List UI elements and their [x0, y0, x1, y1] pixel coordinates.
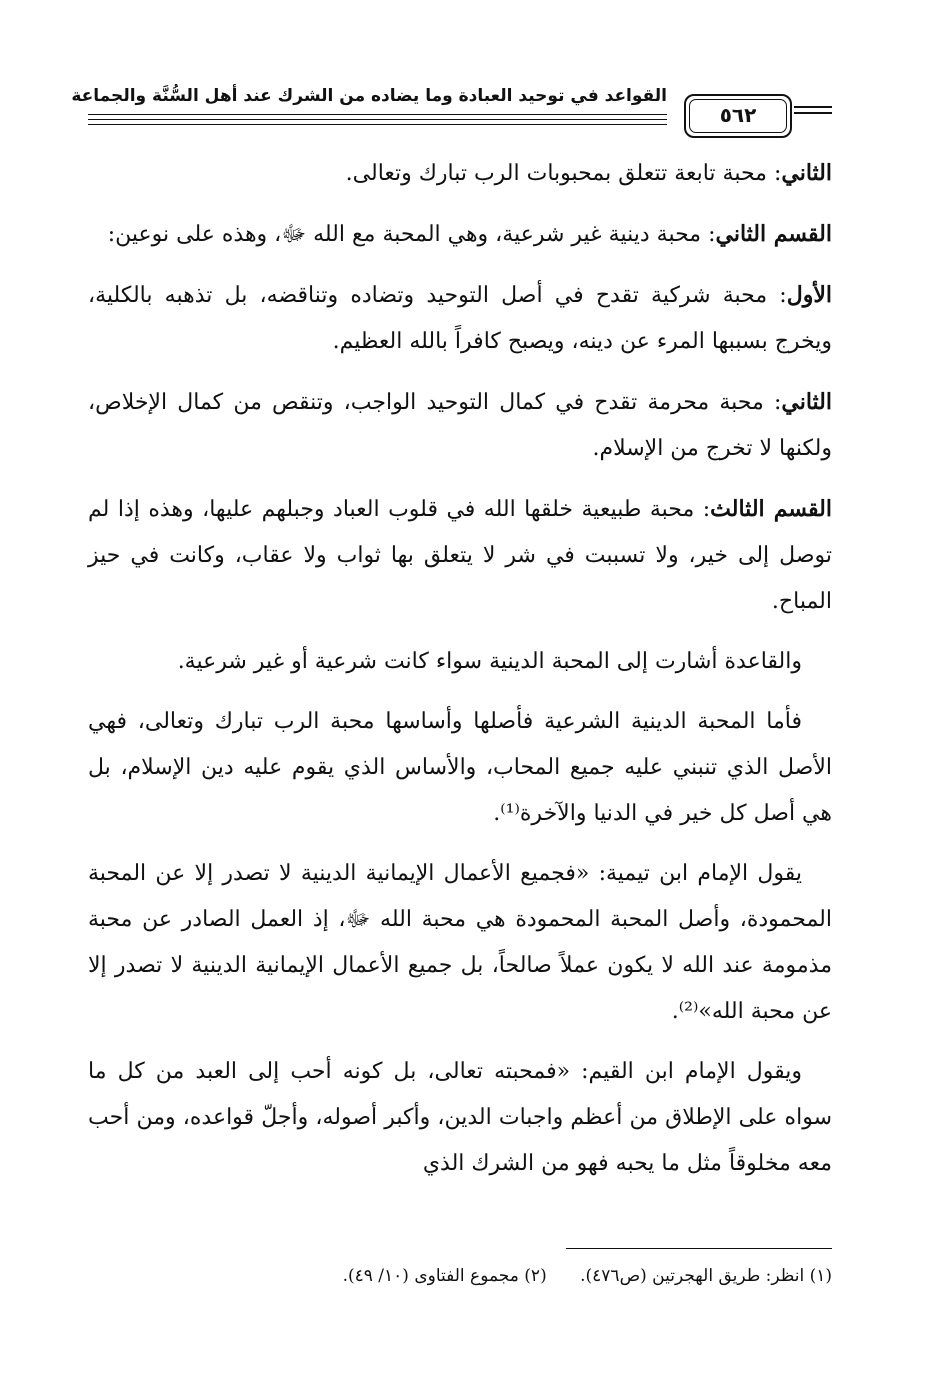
paragraph-lead: الأول	[786, 282, 832, 308]
paragraph-lead: الثاني	[781, 389, 832, 415]
header-rule	[88, 119, 667, 120]
header-title: القواعد في توحيد العبادة وما يضاده من الشرك عند أهل السُّنَّة والجماعة	[71, 86, 667, 106]
footnotes	[315, 1266, 832, 1286]
paragraph-lead: الثاني	[781, 160, 832, 186]
paragraph	[88, 1049, 832, 1187]
paragraph	[88, 379, 832, 472]
paragraph	[88, 272, 832, 365]
paragraph-text: فأما المحبة الدينية الشرعية فأصلها وأساسها محبة الرب تبارك وتعالى، فهي الأصل الذي تنبني عليه جميع المحاب، والأساس الذي يقوم عليه دين الإسلام، بل هي أصل كل خير في الدنيا والآخرة⁽¹⁾.	[88, 709, 832, 826]
paragraph-text: والقاعدة أشارت إلى المحبة الدينية سواء كانت شرعية أو غير شرعية.	[177, 649, 802, 674]
paragraph-text: : محبة محرمة تقدح في كمال التوحيد الواجب، وتنقص من كمال الإخلاص، ولكنها لا تخرج من الإسلام.	[88, 390, 832, 461]
paragraph	[88, 639, 832, 685]
footnote-rule	[566, 1248, 832, 1249]
paragraph-text: ويقول الإمام ابن القيم: «فمحبته تعالى، بل كونه أحب إلى العبد من كل ما سواه على الإطلاق من أعظم واجبات الدين، وأكبر أصوله، وأجلّ قواعده، ومن أحب معه مخلوقاً مثل ما يحبه فهو من الشرك الذي	[88, 1059, 832, 1176]
paragraph-text: : محبة شركية تقدح في أصل التوحيد وتضاده وتناقضه، بل تذهبه بالكلية، ويخرج بسببها المرء عن دينه، ويصبح كافراً بالله العظيم.	[88, 283, 832, 354]
header-rule	[88, 124, 667, 125]
footnote: (٢) مجموع الفتاوى (١٠/ ٤٩).	[342, 1266, 547, 1286]
paragraph-text: يقول الإمام ابن تيمية: «فجميع الأعمال الإيمانية الدينية لا تصدر إلا عن المحبة المحمودة، وأصل المحبة المحمودة هي محبة الله ﷻ، إذ العمل الصادر عن محبة مذمومة عند الله لا يكون عملاً صالحاً، بل جميع الأعمال الإيمانية الدينية لا تصدر إلا عن محبة الله»⁽²⁾.	[88, 861, 832, 1024]
paragraph	[88, 150, 832, 197]
paragraph-text: : محبة طبيعية خلقها الله في قلوب العباد وجبلهم عليها، وهذه إذا لم توصل إلى خير، ولا تسببت في شر لا يتعلق بها ثواب ولا عقاب، وكانت في حيز المباح.	[88, 497, 832, 614]
paragraph-text: : محبة دينية غير شرعية، وهي المحبة مع الله ﷻ، وهذه على نوعين:	[107, 222, 716, 247]
paragraph	[88, 699, 832, 837]
paragraph	[88, 851, 832, 1035]
page-number: ٥٦٢	[719, 103, 757, 127]
header-ornament	[794, 106, 832, 108]
page-number-frame	[684, 94, 792, 138]
paragraph-lead: القسم الثالث	[710, 496, 833, 522]
running-header	[71, 84, 832, 134]
paragraph	[88, 486, 832, 625]
paragraph-lead: القسم الثاني	[715, 221, 832, 247]
header-rule	[88, 114, 667, 115]
paragraph	[88, 211, 832, 258]
header-ornament	[794, 112, 832, 114]
footnote: (١) انظر: طريق الهجرتين (ص٤٧٦).	[580, 1266, 832, 1286]
body-text	[88, 150, 832, 1201]
paragraph-text: : محبة تابعة تتعلق بمحبوبات الرب تبارك وتعالى.	[345, 161, 782, 186]
